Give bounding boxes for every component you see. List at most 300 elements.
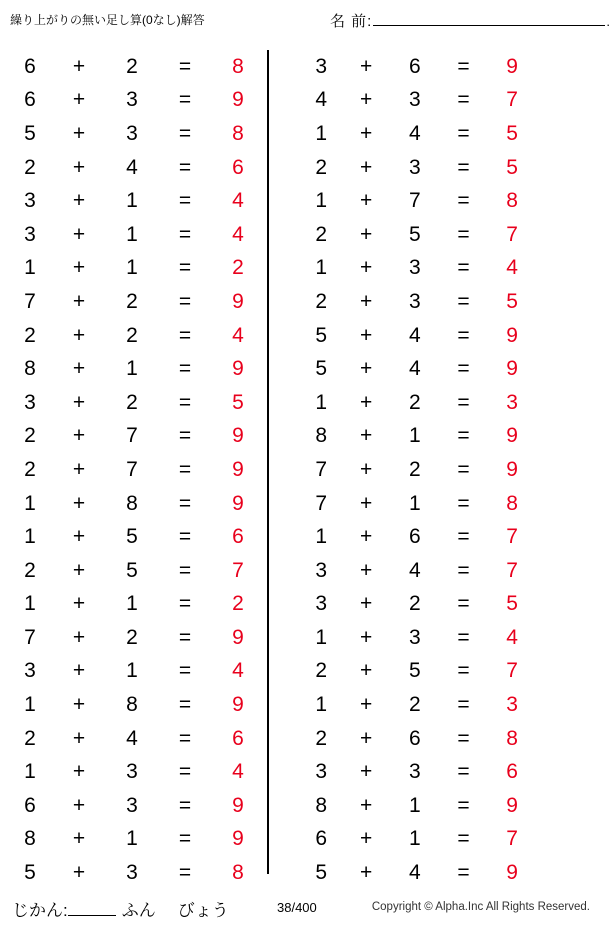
equals-symbol: = [178, 289, 192, 313]
equals-symbol: = [178, 390, 192, 414]
operator-symbol: + [360, 54, 373, 78]
problem-row [269, 487, 536, 521]
equals-symbol: = [457, 189, 470, 213]
equals-symbol: = [178, 88, 192, 112]
operator-symbol: + [72, 155, 86, 179]
operand-b: 4 [126, 155, 138, 179]
answer-value[interactable]: 7 [506, 222, 518, 246]
answer-value[interactable]: 9 [232, 491, 244, 515]
operand-a: 7 [315, 491, 328, 515]
operand-a: 2 [24, 155, 36, 179]
problem-row [0, 218, 267, 252]
operand-b: 1 [126, 256, 138, 280]
problem-row [269, 420, 536, 454]
answer-value[interactable]: 8 [232, 54, 244, 78]
operand-a: 1 [24, 592, 36, 616]
operand-b: 7 [408, 189, 421, 213]
operator-symbol: + [72, 121, 86, 145]
equals-symbol: = [457, 592, 470, 616]
operand-b: 3 [126, 760, 138, 784]
operand-a: 2 [315, 222, 328, 246]
operator-symbol: + [360, 625, 373, 649]
operand-a: 6 [24, 793, 36, 817]
equals-symbol: = [178, 121, 192, 145]
answer-value[interactable]: 9 [232, 357, 244, 381]
operand-a: 4 [315, 88, 328, 112]
problem-row [269, 621, 536, 655]
operand-a: 7 [315, 457, 328, 481]
operand-a: 3 [315, 558, 328, 582]
operand-a: 1 [24, 491, 36, 515]
problem-row [0, 420, 267, 454]
problem-row [269, 352, 536, 386]
operand-a: 8 [24, 827, 36, 851]
equals-symbol: = [178, 491, 192, 515]
operator-symbol: + [360, 793, 373, 817]
answer-value[interactable]: 4 [232, 760, 244, 784]
equals-symbol: = [457, 289, 470, 313]
operand-b: 5 [126, 525, 138, 549]
operand-a: 3 [315, 54, 328, 78]
equals-symbol: = [178, 54, 192, 78]
operator-symbol: + [360, 121, 373, 145]
name-period: . [606, 14, 610, 29]
operand-b: 3 [408, 256, 421, 280]
equals-symbol: = [457, 390, 470, 414]
problem-row [0, 621, 267, 655]
operator-symbol: + [360, 693, 373, 717]
name-field-area [330, 8, 610, 31]
operand-b: 1 [408, 827, 421, 851]
operand-a: 8 [315, 424, 328, 448]
answer-value[interactable]: 9 [232, 289, 244, 313]
equals-symbol: = [178, 357, 192, 381]
answer-value[interactable]: 5 [506, 592, 518, 616]
operand-b: 2 [126, 54, 138, 78]
problem-row [0, 588, 267, 622]
answer-value[interactable]: 6 [232, 155, 244, 179]
operand-b: 3 [126, 88, 138, 112]
equals-symbol: = [178, 861, 192, 885]
answer-value[interactable]: 3 [506, 390, 518, 414]
problem-row [0, 84, 267, 118]
time-label: じかん: [12, 901, 68, 920]
operator-symbol: + [72, 558, 86, 582]
equals-symbol: = [178, 558, 192, 582]
operand-b: 3 [126, 861, 138, 885]
answer-value[interactable]: 4 [232, 189, 244, 213]
answer-value[interactable]: 9 [506, 54, 518, 78]
name-input[interactable] [373, 8, 605, 26]
operator-symbol: + [72, 525, 86, 549]
operator-symbol: + [72, 659, 86, 683]
equals-symbol: = [178, 760, 192, 784]
operand-a: 2 [24, 558, 36, 582]
operator-symbol: + [72, 693, 86, 717]
operand-b: 2 [408, 390, 421, 414]
equals-symbol: = [457, 558, 470, 582]
operand-b: 2 [126, 390, 138, 414]
problem-row [269, 722, 536, 756]
answer-value[interactable]: 9 [232, 827, 244, 851]
equals-symbol: = [457, 457, 470, 481]
operator-symbol: + [360, 88, 373, 112]
operator-symbol: + [360, 256, 373, 280]
answer-value[interactable]: 9 [506, 457, 518, 481]
problem-row [269, 285, 536, 319]
operand-a: 2 [315, 289, 328, 313]
operand-b: 2 [408, 592, 421, 616]
equals-symbol: = [457, 625, 470, 649]
equals-symbol: = [457, 424, 470, 448]
operator-symbol: + [72, 189, 86, 213]
operand-a: 2 [24, 323, 36, 347]
operator-symbol: + [360, 424, 373, 448]
operand-b: 2 [126, 625, 138, 649]
operand-a: 6 [24, 54, 36, 78]
answer-value[interactable]: 4 [232, 222, 244, 246]
operand-b: 2 [126, 323, 138, 347]
answer-value[interactable]: 3 [506, 693, 518, 717]
problem-row [0, 655, 267, 689]
operand-b: 1 [408, 793, 421, 817]
equals-symbol: = [457, 323, 470, 347]
operand-b: 2 [408, 693, 421, 717]
answer-value[interactable]: 7 [506, 525, 518, 549]
answer-value[interactable]: 9 [232, 625, 244, 649]
operand-b: 4 [408, 357, 421, 381]
operand-b: 6 [408, 525, 421, 549]
problem-row [0, 252, 267, 286]
answer-value[interactable]: 2 [232, 592, 244, 616]
operand-a: 6 [315, 827, 328, 851]
equals-symbol: = [457, 760, 470, 784]
operator-symbol: + [72, 357, 86, 381]
operand-a: 1 [315, 525, 328, 549]
problem-row [0, 688, 267, 722]
operand-a: 1 [315, 256, 328, 280]
equals-symbol: = [178, 827, 192, 851]
operand-a: 1 [315, 121, 328, 145]
operator-symbol: + [72, 256, 86, 280]
equals-symbol: = [178, 525, 192, 549]
operand-b: 1 [408, 491, 421, 515]
operator-symbol: + [360, 155, 373, 179]
operator-symbol: + [360, 760, 373, 784]
operator-symbol: + [360, 357, 373, 381]
answer-value[interactable]: 6 [232, 525, 244, 549]
copyright-notice: Copyright © Alpha.Inc All Rights Reserved. [371, 901, 590, 913]
problem-row [0, 554, 267, 588]
problem-row [269, 823, 536, 857]
equals-symbol: = [457, 827, 470, 851]
answer-value[interactable]: 8 [232, 861, 244, 885]
operator-symbol: + [72, 491, 86, 515]
problem-row [269, 755, 536, 789]
answer-value[interactable]: 9 [232, 693, 244, 717]
operand-a: 5 [24, 861, 36, 885]
problem-row [269, 50, 536, 84]
operand-a: 2 [24, 726, 36, 750]
problem-columns [0, 44, 600, 884]
answer-value[interactable]: 9 [506, 793, 518, 817]
operand-a: 1 [315, 390, 328, 414]
operand-b: 5 [408, 659, 421, 683]
problem-row [269, 789, 536, 823]
answer-value[interactable]: 4 [506, 625, 518, 649]
operand-b: 8 [126, 491, 138, 515]
operand-a: 3 [24, 659, 36, 683]
problem-row [269, 386, 536, 420]
equals-symbol: = [178, 189, 192, 213]
operator-symbol: + [360, 390, 373, 414]
operand-a: 1 [315, 625, 328, 649]
answer-value[interactable]: 4 [232, 659, 244, 683]
operand-a: 5 [24, 121, 36, 145]
answer-value[interactable]: 4 [506, 256, 518, 280]
operand-b: 4 [408, 558, 421, 582]
operator-symbol: + [72, 54, 86, 78]
operand-b: 6 [408, 726, 421, 750]
problem-row [269, 554, 536, 588]
operator-symbol: + [72, 760, 86, 784]
problem-row [0, 823, 267, 857]
operator-symbol: + [72, 222, 86, 246]
answer-value[interactable]: 5 [506, 155, 518, 179]
problem-row [0, 319, 267, 353]
worksheet-footer [0, 884, 600, 938]
answer-value[interactable]: 9 [232, 793, 244, 817]
problem-row [0, 722, 267, 756]
problem-row [269, 453, 536, 487]
problem-row [0, 352, 267, 386]
answer-value[interactable]: 9 [506, 861, 518, 885]
answer-value[interactable]: 8 [232, 121, 244, 145]
equals-symbol: = [457, 88, 470, 112]
equals-symbol: = [457, 491, 470, 515]
problem-row [269, 151, 536, 185]
problem-row [0, 184, 267, 218]
operand-b: 3 [408, 625, 421, 649]
operand-a: 3 [24, 189, 36, 213]
problem-row [269, 117, 536, 151]
answer-value[interactable]: 9 [232, 457, 244, 481]
problem-row [0, 285, 267, 319]
operand-b: 1 [126, 189, 138, 213]
operator-symbol: + [72, 424, 86, 448]
operator-symbol: + [72, 793, 86, 817]
operand-b: 5 [126, 558, 138, 582]
operand-a: 5 [315, 323, 328, 347]
problem-column-left [0, 44, 267, 884]
problem-row [269, 252, 536, 286]
answer-value[interactable]: 4 [232, 323, 244, 347]
operand-b: 3 [408, 760, 421, 784]
problem-row [269, 218, 536, 252]
answer-value[interactable]: 7 [506, 659, 518, 683]
equals-symbol: = [457, 693, 470, 717]
problem-column-right [269, 44, 536, 884]
equals-symbol: = [457, 659, 470, 683]
equals-symbol: = [178, 592, 192, 616]
operand-a: 1 [24, 525, 36, 549]
operator-symbol: + [72, 827, 86, 851]
answer-value[interactable]: 5 [506, 121, 518, 145]
operand-a: 2 [315, 659, 328, 683]
operand-a: 6 [24, 88, 36, 112]
answer-value[interactable]: 8 [506, 189, 518, 213]
answer-value[interactable]: 9 [232, 424, 244, 448]
equals-symbol: = [178, 424, 192, 448]
operator-symbol: + [360, 289, 373, 313]
operand-a: 2 [24, 424, 36, 448]
answer-value[interactable]: 7 [232, 558, 244, 582]
answer-value[interactable]: 9 [506, 323, 518, 347]
operand-b: 5 [408, 222, 421, 246]
operand-a: 1 [315, 693, 328, 717]
operator-symbol: + [360, 726, 373, 750]
page-number: 38/400 [277, 900, 317, 915]
equals-symbol: = [457, 222, 470, 246]
equals-symbol: = [457, 357, 470, 381]
page-title: 繰り上がりの無い足し算(0なし)解答 [10, 13, 205, 27]
answer-value[interactable]: 8 [506, 491, 518, 515]
operator-symbol: + [360, 222, 373, 246]
answer-value[interactable]: 9 [506, 357, 518, 381]
operand-b: 4 [408, 861, 421, 885]
answer-value[interactable]: 7 [506, 558, 518, 582]
equals-symbol: = [178, 659, 192, 683]
operator-symbol: + [360, 323, 373, 347]
equals-symbol: = [457, 525, 470, 549]
operand-b: 3 [408, 155, 421, 179]
equals-symbol: = [178, 726, 192, 750]
answer-value[interactable]: 6 [232, 726, 244, 750]
problem-row [269, 184, 536, 218]
operand-a: 3 [24, 390, 36, 414]
answer-value[interactable]: 2 [232, 256, 244, 280]
operator-symbol: + [72, 625, 86, 649]
operand-b: 3 [126, 793, 138, 817]
problem-row [0, 386, 267, 420]
answer-value[interactable]: 7 [506, 88, 518, 112]
operator-symbol: + [72, 390, 86, 414]
operand-a: 3 [315, 760, 328, 784]
equals-symbol: = [178, 693, 192, 717]
operand-b: 2 [126, 289, 138, 313]
answer-value[interactable]: 5 [506, 289, 518, 313]
operand-a: 3 [24, 222, 36, 246]
operand-b: 7 [126, 457, 138, 481]
operand-a: 1 [24, 760, 36, 784]
problem-row [0, 117, 267, 151]
equals-symbol: = [457, 793, 470, 817]
operator-symbol: + [360, 525, 373, 549]
operand-a: 2 [24, 457, 36, 481]
problem-row [269, 520, 536, 554]
operand-a: 8 [315, 793, 328, 817]
operator-symbol: + [360, 457, 373, 481]
operand-a: 1 [24, 693, 36, 717]
operator-symbol: + [72, 88, 86, 112]
worksheet-header [0, 0, 610, 44]
operator-symbol: + [72, 861, 86, 885]
operand-b: 4 [126, 726, 138, 750]
operand-b: 8 [126, 693, 138, 717]
operator-symbol: + [360, 558, 373, 582]
problem-row [269, 84, 536, 118]
minutes-unit: ふん [121, 901, 156, 920]
operator-symbol: + [360, 491, 373, 515]
operand-b: 4 [408, 121, 421, 145]
operator-symbol: + [72, 457, 86, 481]
problem-row [269, 688, 536, 722]
name-label: 名 前: [330, 13, 373, 30]
time-entry [12, 896, 229, 921]
problem-row [269, 655, 536, 689]
equals-symbol: = [457, 155, 470, 179]
answer-value[interactable]: 8 [506, 726, 518, 750]
operand-b: 6 [408, 54, 421, 78]
operand-a: 8 [24, 357, 36, 381]
operator-symbol: + [360, 861, 373, 885]
answer-value[interactable]: 6 [506, 760, 518, 784]
operator-symbol: + [72, 726, 86, 750]
problem-row [0, 755, 267, 789]
problem-row [0, 453, 267, 487]
operand-a: 7 [24, 625, 36, 649]
operand-a: 2 [315, 155, 328, 179]
operand-b: 1 [126, 659, 138, 683]
equals-symbol: = [178, 793, 192, 817]
operator-symbol: + [360, 189, 373, 213]
equals-symbol: = [457, 256, 470, 280]
equals-symbol: = [178, 625, 192, 649]
problem-row [0, 789, 267, 823]
answer-value[interactable]: 7 [506, 827, 518, 851]
answer-value[interactable]: 9 [506, 424, 518, 448]
equals-symbol: = [178, 323, 192, 347]
equals-symbol: = [178, 256, 192, 280]
equals-symbol: = [457, 861, 470, 885]
problem-row [269, 588, 536, 622]
operand-b: 4 [408, 323, 421, 347]
operand-b: 1 [126, 357, 138, 381]
operand-b: 1 [126, 827, 138, 851]
operand-b: 3 [408, 289, 421, 313]
answer-value[interactable]: 5 [232, 390, 244, 414]
operand-b: 3 [408, 88, 421, 112]
operand-a: 5 [315, 861, 328, 885]
problem-row [0, 50, 267, 84]
equals-symbol: = [178, 222, 192, 246]
operator-symbol: + [72, 289, 86, 313]
problem-row [0, 520, 267, 554]
answer-value[interactable]: 9 [232, 88, 244, 112]
problem-row [269, 319, 536, 353]
operator-symbol: + [72, 323, 86, 347]
equals-symbol: = [178, 457, 192, 481]
operand-a: 3 [315, 592, 328, 616]
operator-symbol: + [360, 827, 373, 851]
equals-symbol: = [457, 121, 470, 145]
operator-symbol: + [360, 659, 373, 683]
operand-a: 1 [24, 256, 36, 280]
operand-b: 1 [126, 222, 138, 246]
operand-a: 1 [315, 189, 328, 213]
minutes-input[interactable] [68, 899, 116, 916]
seconds-unit: びょう [177, 901, 229, 920]
